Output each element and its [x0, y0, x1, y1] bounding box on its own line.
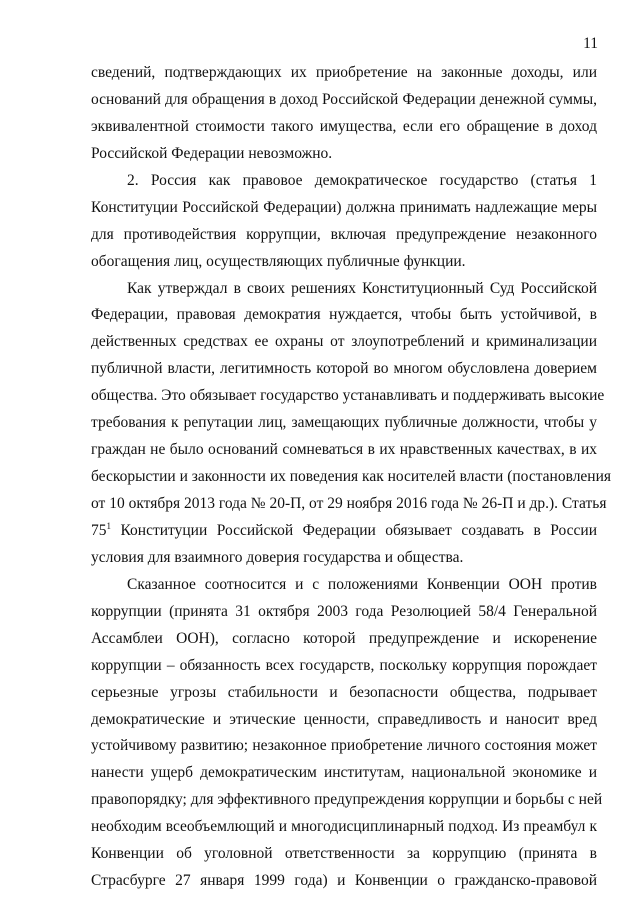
text-line: Ассамблеи ООН), согласно которой предупреждение и искоренение: [91, 629, 597, 647]
text-line: для противодействия коррупции, включая предупреждение незаконного: [91, 225, 597, 243]
document-body: [91, 60, 612, 895]
text-line: требования к репутации лиц, замещающих публичные должности, чтобы у: [91, 414, 597, 432]
text-line: серьезные угрозы стабильности и безопасности общества, подрывает: [91, 683, 597, 701]
text-line: 2. Россия как правовое демократическое государство (статья 1: [127, 171, 597, 189]
text-line: Конвенции об уголовной ответственности за коррупцию (принята в: [91, 845, 597, 863]
text-line: коррупции – обязанность всех государств, поскольку коррупция порождает: [91, 656, 597, 674]
text-line: обогащения лиц, осуществляющих публичные функции.: [91, 252, 466, 270]
text-line: действенных средствах ее охраны от злоупотреблений и криминализации: [91, 333, 597, 351]
text-line: необходим всеобъемлющий и многодисциплинарный подход. Из преамбул к: [91, 818, 597, 836]
text-line: устойчивому развитию; незаконное приобретение личного состояния может: [91, 737, 597, 755]
text-line: общества. Это обязывает государство устанавливать и поддерживать высокие: [91, 387, 605, 405]
text-line: условия для взаимного доверия государства и общества.: [91, 548, 464, 566]
text-line: бескорыстии и законности их поведения как носителей власти (постановления: [91, 468, 612, 486]
text-line: оснований для обращения в доход Российской Федерации денежной суммы,: [91, 90, 597, 108]
text-line: эквивалентной стоимости такого имущества, если его обращение в доход: [91, 117, 597, 135]
text-line: правопорядку; для эффективного предупреждения коррупции и борьбы с ней: [91, 791, 603, 809]
text-line-rest: Конституции Российской Федерации обязывает создавать в России: [111, 521, 597, 539]
text-line: коррупции (принята 31 октября 2003 года Резолюцией 58/4 Генеральной: [91, 602, 597, 620]
text-line: публичной власти, легитимность которой во многом обусловлена доверием: [91, 360, 597, 378]
text-line: сведений, подтверждающих их приобретение на законные доходы, или: [91, 64, 597, 81]
article-number: 75: [91, 521, 107, 539]
text-line: Сказанное соотносится и с положениями Конвенции ООН против: [127, 575, 597, 593]
text-line: демократические и этические ценности, справедливость и наносит вред: [91, 710, 597, 728]
page-number: 11: [583, 35, 598, 52]
text-line: Конституции Российской Федерации) должна принимать надлежащие меры: [91, 198, 597, 216]
text-line: Российской Федерации невозможно.: [91, 144, 333, 162]
text-line: Федерации, правовая демократия нуждается, чтобы быть устойчивой, в: [91, 306, 597, 324]
text-line: нанести ущерб демократическим институтам, национальной экономике и: [91, 764, 597, 782]
text-line: от 10 октября 2013 года № 20-П, от 29 ноября 2016 года № 26-П и др.). Статья: [91, 495, 607, 512]
text-line: граждан не было оснований сомневаться в их нравственных качествах, в их: [91, 441, 597, 459]
text-line: [91, 518, 597, 545]
text-line: Страсбурге 27 января 1999 года) и Конвенции о гражданско-правовой: [91, 872, 597, 890]
text-line: Как утверждал в своих решениях Конституционный Суд Российской: [127, 279, 597, 297]
article-number-superscript: 1: [106, 520, 111, 531]
